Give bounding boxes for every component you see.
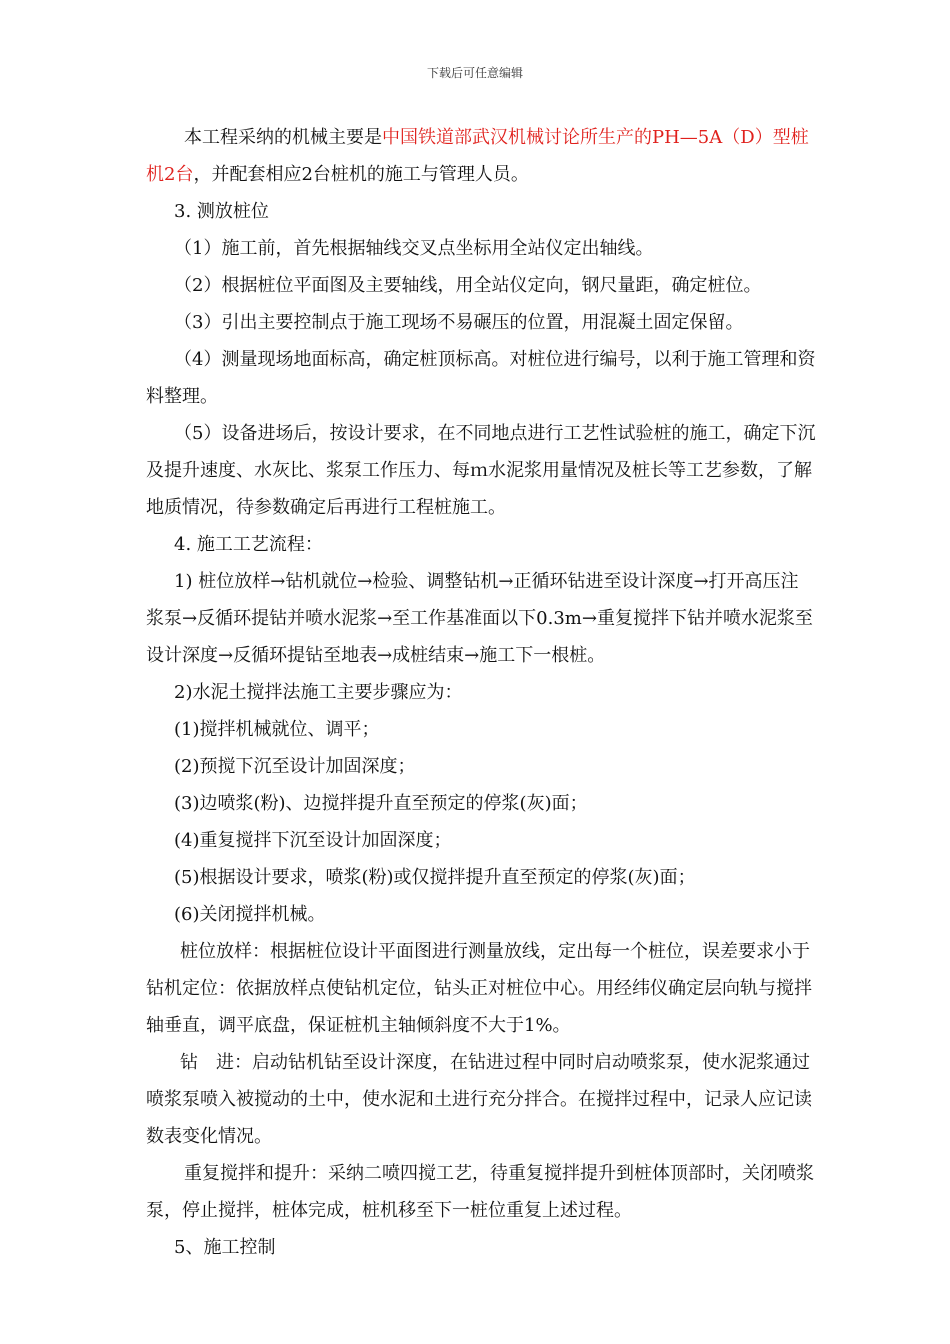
- paragraph-machinery: [146, 119, 816, 193]
- step-5: (5)根据设计要求，喷浆(粉)或仅搅拌提升直至预定的停浆(灰)面；: [174, 867, 696, 888]
- machinery-text-start: 本工程采纳的机械主要是: [184, 127, 382, 148]
- paragraph-3-5: （5）设备进场后，按设计要求，在不同地点进行工艺性试验桩的施工，确定下沉及提升速度、水灰比、浆泵工作压力、每ｍ水泥浆用量情况及桩长等工艺参数，了解地质情况，待参数确定后再进行工程桩施工。: [146, 423, 816, 518]
- paragraph-4-2: 2)水泥土搅拌法施工主要步骤应为：: [174, 682, 463, 703]
- page-header-note: 下载后可任意编辑: [426, 66, 523, 80]
- paragraph-3-3: （3）引出主要控制点于施工现场不易碾压的位置，用混凝土固定保留。: [174, 312, 744, 333]
- paragraph-repeat-mixing: 重复搅拌和提升：采纳二喷四搅工艺，待重复搅拌提升到桩体顶部时，关闭喷浆泵，停止搅拌，桩体完成，桩机移至下一桩位重复上述过程。: [146, 1163, 814, 1221]
- step-3: (3)边喷浆(粉)、边搅拌提升直至预定的停浆(灰)面；: [174, 793, 588, 814]
- step-2: (2)预搅下沉至设计加固深度；: [174, 756, 416, 777]
- paragraph-3-4: （4）测量现场地面标高，确定桩顶标高。对桩位进行编号，以利于施工管理和资料整理。: [146, 349, 816, 407]
- machinery-highlight: 中国铁道部武汉机械讨论所生产的PH—5A（D）型桩机2台: [146, 127, 809, 185]
- paragraph-4-1: 1) 桩位放样→钻机就位→检验、调整钻机→正循环钻进至设计深度→打开高压注浆泵→反循环提钻并喷水泥浆→至工作基准面以下0.3m→重复搅拌下钻并喷水泥浆至设计深度→反循环提钻至地表→成桩结束→施工下一根桩。: [146, 571, 813, 666]
- paragraph-pile-layout: 桩位放样：根据桩位设计平面图进行测量放线，定出每一个桩位，误差要求小于钻机定位：依据放样点使钻机定位，钻头正对桩位中心。用经纬仪确定层向轨与搅拌轴垂直，调平底盘，保证桩机主轴倾斜度不大于1%。: [146, 941, 812, 1036]
- step-4: (4)重复搅拌下沉至设计加固深度；: [174, 830, 452, 851]
- document-body: [146, 119, 816, 1266]
- paragraph-3-1: （1）施工前，首先根据轴线交叉点坐标用全站仪定出轴线。: [174, 238, 654, 259]
- section-heading-5: 5、施工控制: [174, 1237, 276, 1258]
- section-heading-3: 3. 测放桩位: [174, 201, 269, 222]
- machinery-text-end: ，并配套相应2台桩机的施工与管理人员。: [193, 164, 529, 185]
- step-6: (6)关闭搅拌机械。: [174, 904, 326, 925]
- paragraph-drilling: 钻 进：启动钻机钻至设计深度，在钻进过程中同时启动喷浆泵，使水泥浆通过喷浆泵喷入被搅动的土中，使水泥和土进行充分拌合。在搅拌过程中，记录人应记读数表变化情况。: [146, 1052, 812, 1147]
- paragraph-3-2: （2）根据桩位平面图及主要轴线，用全站仪定向，钢尺量距，确定桩位。: [174, 275, 762, 296]
- section-heading-4: 4. 施工工艺流程：: [174, 534, 323, 555]
- step-1: (1)搅拌机械就位、调平；: [174, 719, 380, 740]
